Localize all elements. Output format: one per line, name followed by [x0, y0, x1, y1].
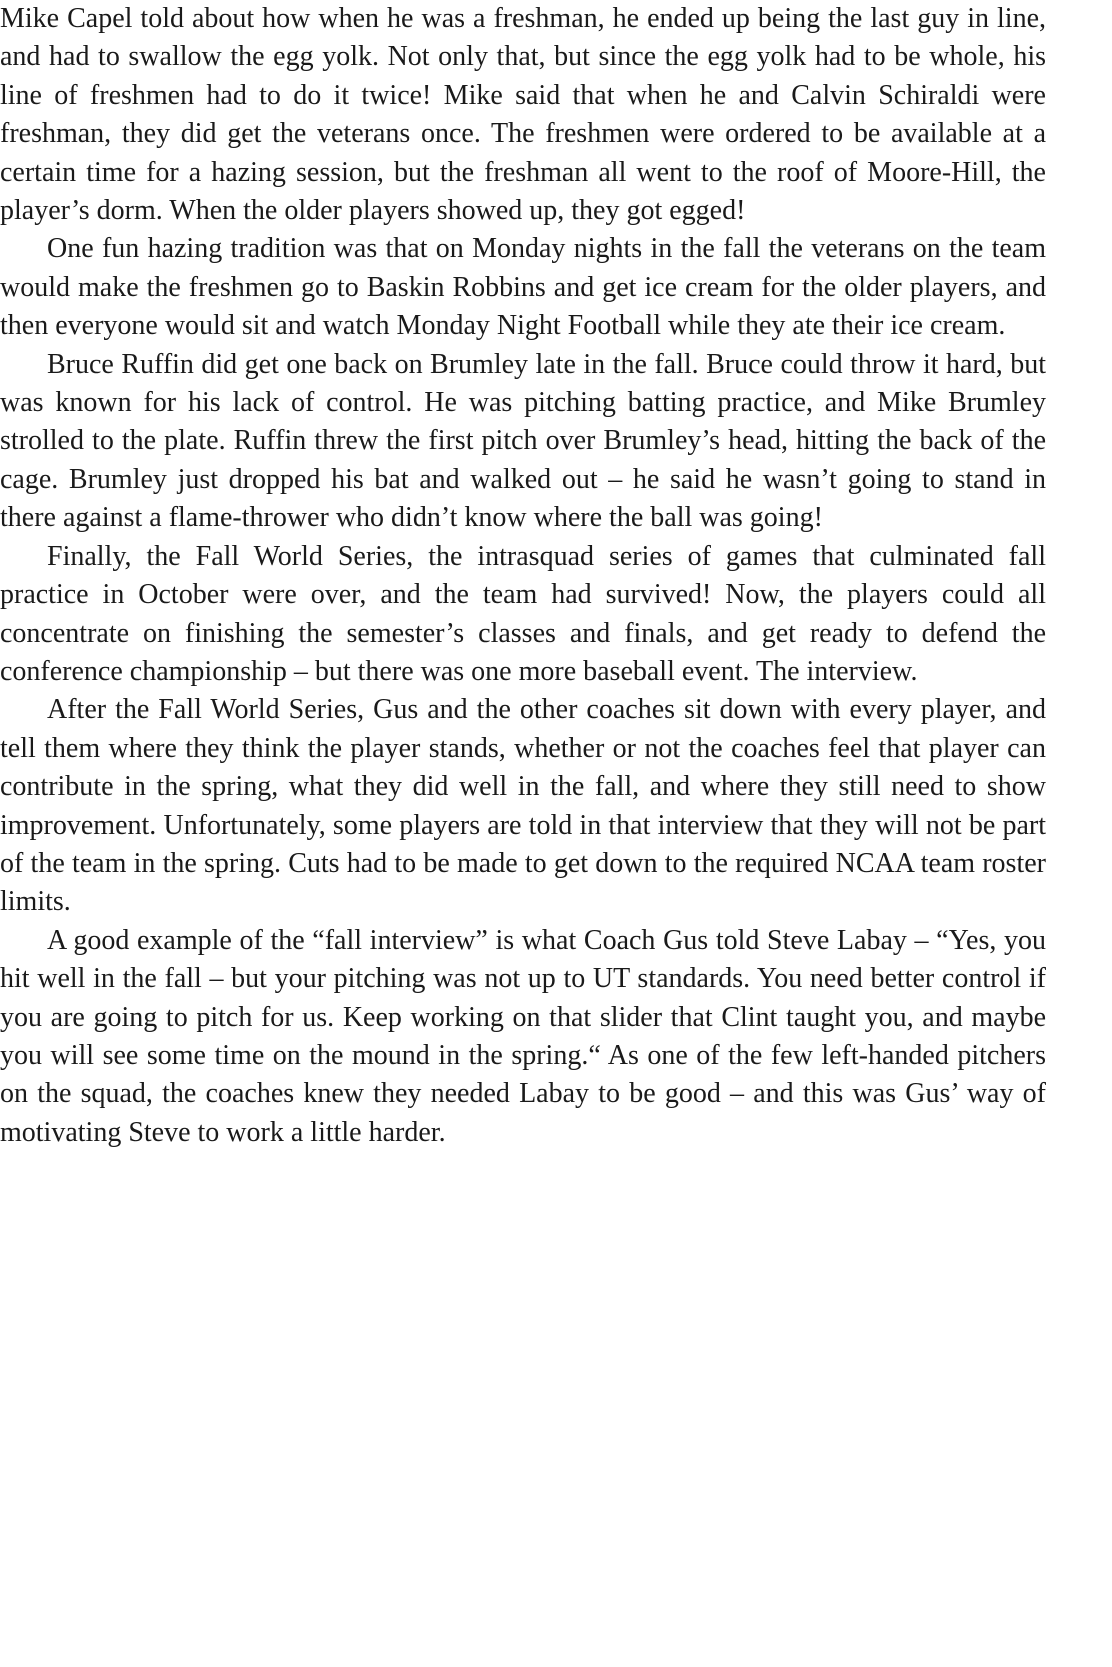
- paragraph-fall-world-series: Finally, the Fall World Series, the intrasquad series of games that culminated fall practice in October were over, and the team had survived! Now, the players could all concentrate on finishing the semester’s classes and finals, and get ready to defend the conference championship – but there was one more baseball event. The interview.: [0, 540, 1046, 687]
- paragraph-labay-example: A good example of the “fall interview” is what Coach Gus told Steve Labay – “Yes, you hit well in the fall – but your pitching was not up to UT standards. You need better control if you are going to pitch for us. Keep working on that slider that Clint taught you, and maybe you will see some time on the mound in the spring.“ As one of the few left-handed pitchers on the squad, the coaches knew they needed Labay to be good – and this was Gus’ way of motivating Steve to work a little harder.: [0, 924, 1046, 1148]
- paragraph-ruffin-brumley: Bruce Ruffin did get one back on Brumley late in the fall. Bruce could throw it hard, but was known for his lack of control. He was pitching batting practice, and Mike Brumley strolled to the plate. Ruffin threw the first pitch over Brumley’s head, hitting the back of the cage. Brumley just dropped his bat and walked out – he said he wasn’t going to stand in there against a flame-thrower who didn’t know where the ball was going!: [0, 348, 1046, 534]
- paragraph-coach-interview: After the Fall World Series, Gus and the other coaches sit down with every player, and tell them where they think the player stands, whether or not the coaches feel that player can contribute in the spring, what they did well in the fall, and where they still need to show improvement. Unfortunately, some players are told in that interview that they will not be part of the team in the spring. Cuts had to be made to get down to the required NCAA team roster limits.: [0, 694, 1046, 918]
- paragraph-egg-yolk: Mike Capel told about how when he was a freshman, he ended up being the last guy in line, and had to swallow the egg yolk. Not only that, but since the egg yolk had to be whole, his line of freshmen had to do it twice! Mike said that when he and Calvin Schiraldi were freshman, they did get the veterans once. The freshmen were ordered to be available at a certain time for a hazing session, but the freshman all went to the roof of Moore-Hill, the player’s dorm. When the older players showed up, they got egged!: [0, 3, 1046, 227]
- paragraph-ice-cream-tradition: One fun hazing tradition was that on Monday nights in the fall the veterans on the team would make the freshmen go to Baskin Robbins and get ice cream for the older players, and then everyone would sit and watch Monday Night Football while they ate their ice cream.: [0, 233, 1046, 342]
